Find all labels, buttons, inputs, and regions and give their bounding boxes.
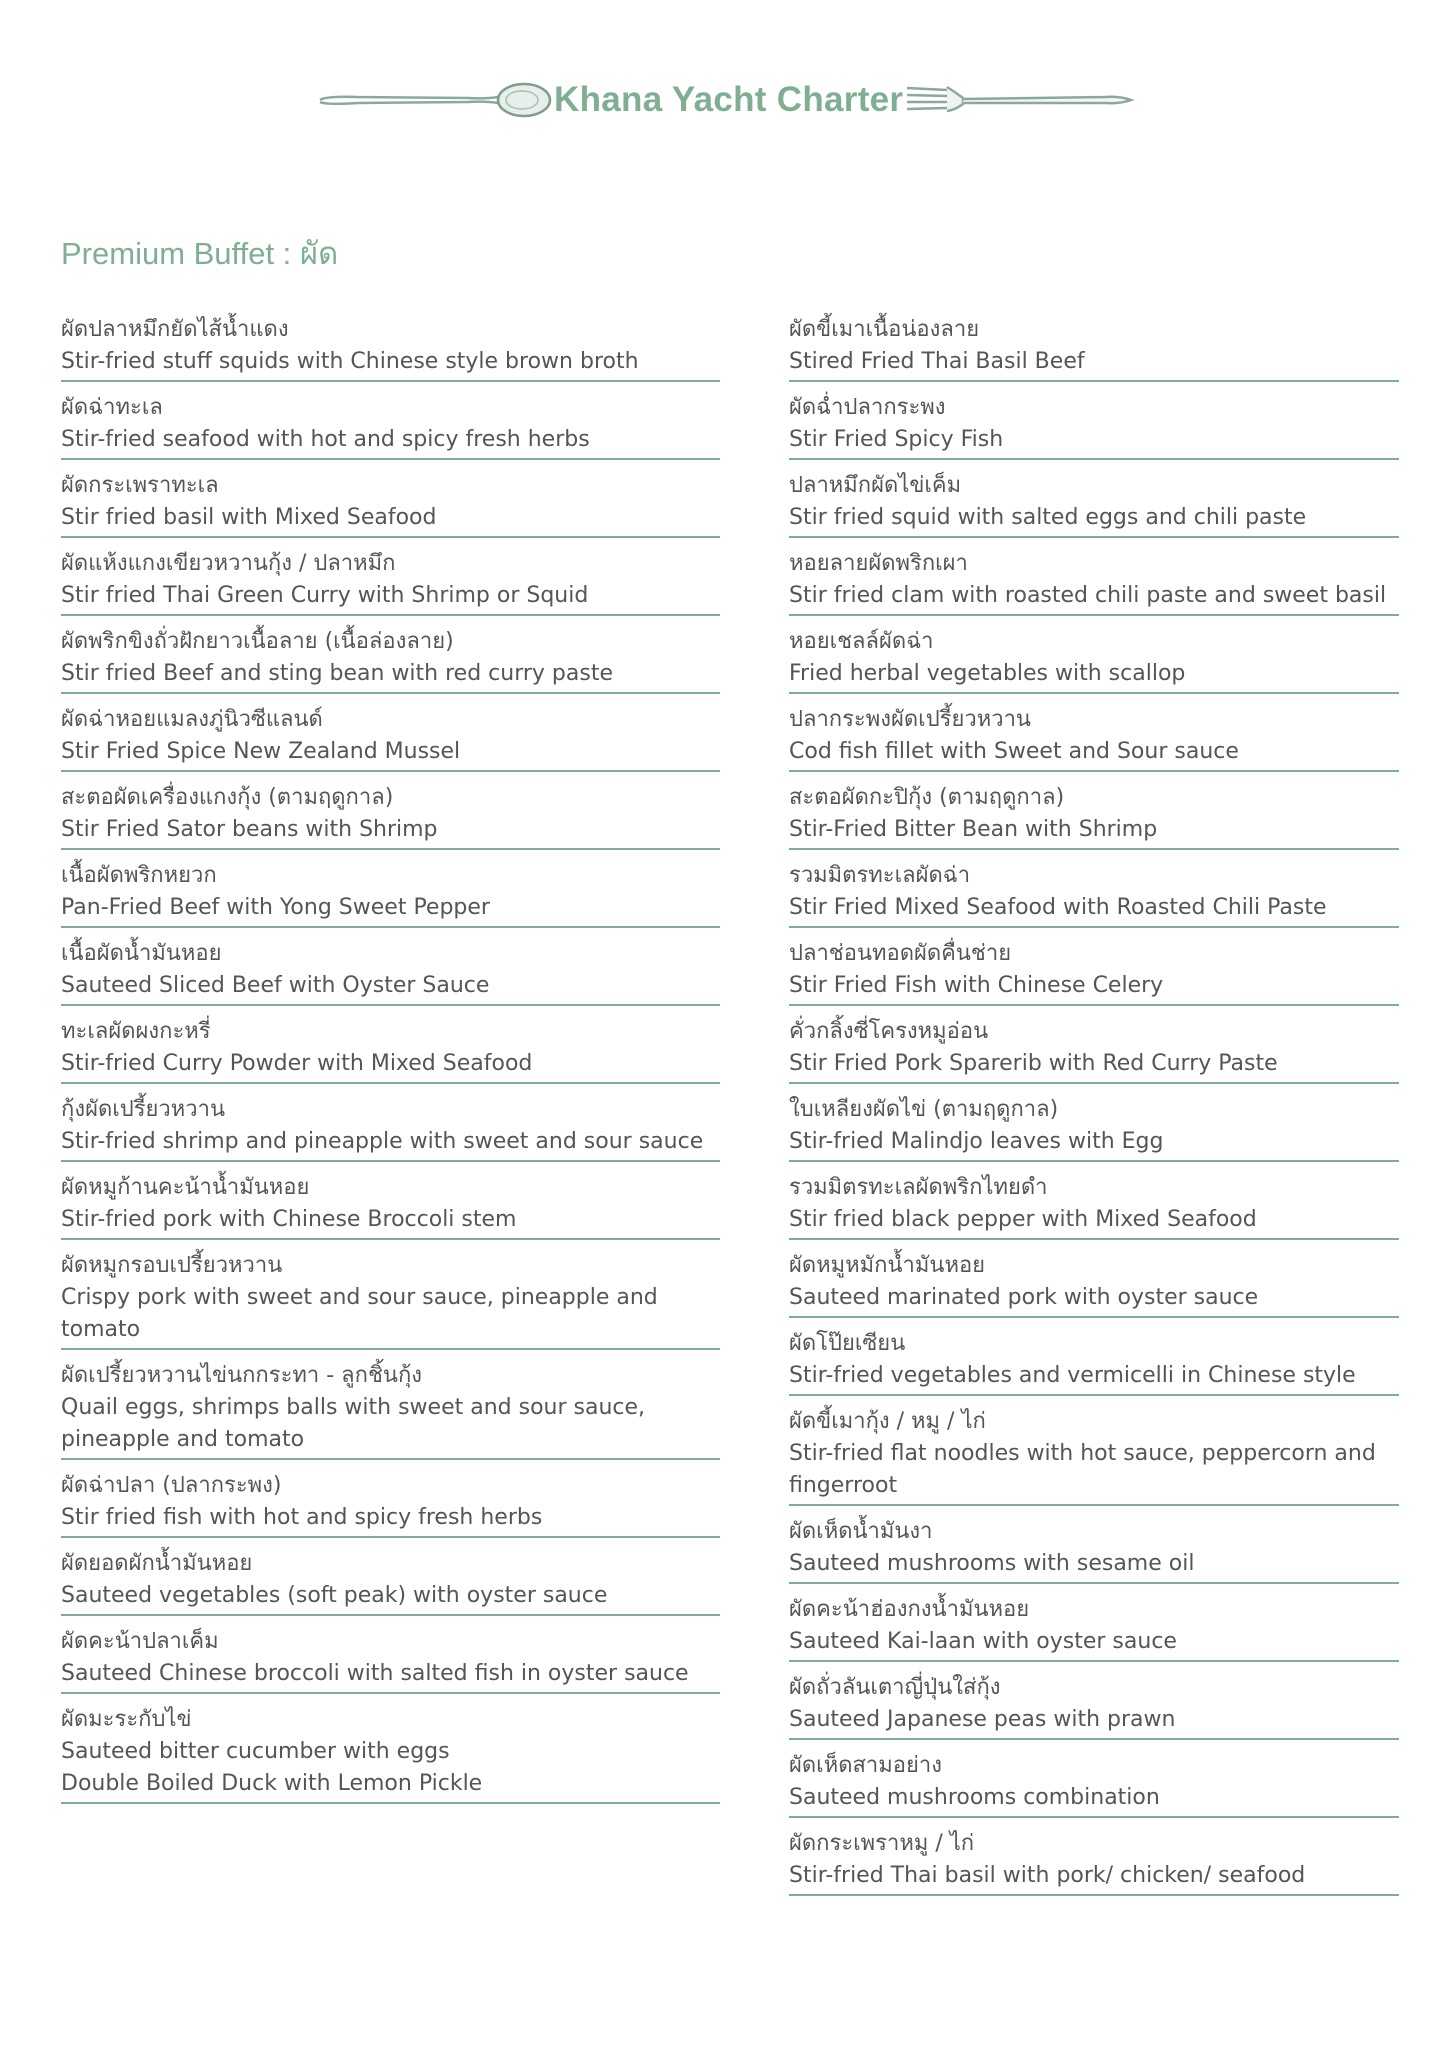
menu-item: [61, 386, 720, 460]
menu-item: [789, 542, 1399, 616]
menu-item-english-name: Stir Fried Mixed Seafood with Roasted Chili Paste: [789, 895, 1327, 920]
menu-item: [61, 1244, 720, 1350]
menu-item-english-name: Stir fried clam with roasted chili paste and sweet basil: [789, 583, 1387, 608]
menu-item-english-name: Fried herbal vegetables with scallop: [789, 661, 1186, 686]
menu-item-english-name: Sauteed mushrooms with sesame oil: [789, 1551, 1195, 1576]
menu-item-thai-name: ปลากระพงผัดเปรี้ยวหวาน: [789, 707, 1031, 732]
menu-item-english-name: Sauteed marinated pork with oyster sauce: [789, 1285, 1259, 1310]
menu-item-english-name: Sauteed Japanese peas with prawn: [789, 1707, 1176, 1732]
menu-item-english-name: Stir-Fried Bitter Bean with Shrimp: [789, 817, 1158, 842]
menu-item-thai-name: ผัดเปรี้ยวหวานไข่นกกระทา - ลูกชิ้นกุ้ง: [61, 1363, 423, 1388]
menu-item-english-name: Stir-fried Malindjo leaves with Egg: [789, 1129, 1164, 1154]
menu-item: [61, 854, 720, 928]
menu-item: [61, 1010, 720, 1084]
menu-item-english-name: Stir-fried shrimp and pineapple with sweet and sour sauce: [61, 1129, 704, 1154]
menu-item: [61, 464, 720, 538]
menu-item-english-name: Sauteed bitter cucumber with eggs: [61, 1739, 450, 1764]
spoon-icon: [318, 78, 554, 124]
menu-item-thai-name: ผัดยอดผักน้ำมันหอย: [61, 1551, 253, 1576]
menu-item: [789, 1666, 1399, 1740]
menu-item-thai-name: ผัดกระเพราทะเล: [61, 473, 219, 498]
brand-name: Khana Yacht Charter: [554, 80, 904, 119]
menu-item-thai-name: ใบเหลียงผัดไข่ (ตามฤดูกาล): [789, 1097, 1059, 1122]
menu-item-english-name: Stir-fried Thai basil with pork/ chicken/ seafood: [789, 1863, 1306, 1888]
menu-item-thai-name: ผัดฉ่าทะเล: [61, 395, 163, 420]
menu-item-english-name: Stir fried squid with salted eggs and chili paste: [789, 505, 1307, 530]
fork-icon: [905, 78, 1135, 124]
menu-item: [789, 854, 1399, 928]
menu-item-thai-name: ผัดปลาหมึกยัดไส้น้ำแดง: [61, 317, 289, 342]
menu-item-english-name: Stir-fried flat noodles with hot sauce, peppercorn and fingerroot: [789, 1441, 1376, 1498]
menu-item-thai-name: ผัดโป๊ยเซียน: [789, 1331, 906, 1356]
menu-item-english-name: Stir-fried vegetables and vermicelli in Chinese style: [789, 1363, 1356, 1388]
menu-item-thai-name: กุ้งผัดเปรี้ยวหวาน: [61, 1097, 226, 1122]
menu-item: [789, 308, 1399, 382]
menu-item: [789, 464, 1399, 538]
menu-item-english-name: Stir Fried Pork Sparerib with Red Curry Paste: [789, 1051, 1278, 1076]
menu-item-english-name: Stir-fried seafood with hot and spicy fresh herbs: [61, 427, 590, 452]
menu-item-thai-name: ผัดแห้งแกงเขียวหวานกุ้ง / ปลาหมึก: [61, 551, 396, 576]
menu-item: [789, 386, 1399, 460]
menu-item-thai-name: ผัดคะน้าปลาเค็ม: [61, 1629, 219, 1654]
menu-item-thai-name: ทะเลผัดผงกะหรี่: [61, 1019, 211, 1044]
menu-item: [789, 776, 1399, 850]
menu-item-english-name: Stir Fried Sator beans with Shrimp: [61, 817, 438, 842]
menu-item: [789, 1588, 1399, 1662]
menu-item-thai-name: ปลาหมึกผัดไข่เค็ม: [789, 473, 962, 498]
menu-item: [61, 542, 720, 616]
menu-item-thai-name: รวมมิตรทะเลผัดฉ่า: [789, 863, 971, 888]
menu-item: [61, 1088, 720, 1162]
section-title: Premium Buffet : ผัด: [61, 236, 339, 271]
menu-item: [61, 1542, 720, 1616]
menu-item-thai-name: ปลาช่อนทอดผัดคื่นช่าย: [789, 941, 1012, 966]
menu-item-thai-name: ผัดกระเพราหมู / ไก่: [789, 1831, 975, 1856]
menu-item-english-name: Stir-fried Curry Powder with Mixed Seafood: [61, 1051, 533, 1076]
menu-item-english-name: Stir-fried pork with Chinese Broccoli stem: [61, 1207, 517, 1232]
menu-item-thai-name: ผัดฉ่ำปลากระพง: [789, 395, 946, 420]
menu-item-thai-name: ผัดคะน้าฮ่องกงน้ำมันหอย: [789, 1597, 1030, 1622]
menu-item-english-name: Stir fried black pepper with Mixed Seafood: [789, 1207, 1257, 1232]
menu-item-english-name: Quail eggs, shrimps balls with sweet and sour sauce, pineapple and tomato: [61, 1395, 646, 1452]
menu-item: [789, 1010, 1399, 1084]
menu-item-thai-name: ผัดมะระกับไข่: [61, 1707, 192, 1732]
menu-item-english-name: Stir fried fish with hot and spicy fresh herbs: [61, 1505, 543, 1530]
menu-item: [61, 620, 720, 694]
menu-item: [789, 1400, 1399, 1506]
menu-item-thai-name: ผัดขี้เมากุ้ง / หมู / ไก่: [789, 1409, 986, 1434]
menu-column-right: [789, 308, 1399, 1900]
menu-item: [61, 1620, 720, 1694]
menu-item-english-name: Crispy pork with sweet and sour sauce, pineapple and tomato: [61, 1285, 658, 1342]
menu-item-english-name: Stir fried Beef and sting bean with red curry paste: [61, 661, 613, 686]
menu-item-thai-name: ผัดหมูกรอบเปรี้ยวหวาน: [61, 1253, 283, 1278]
header: [0, 78, 1448, 128]
menu-item: [789, 620, 1399, 694]
menu-item-english-name: Stir fried basil with Mixed Seafood: [61, 505, 437, 530]
menu-item: [789, 1822, 1399, 1896]
menu-item-thai-name: ผัดฉ่าปลา (ปลากระพง): [61, 1473, 282, 1498]
menu-item-english-name: Pan-Fried Beef with Yong Sweet Pepper: [61, 895, 490, 920]
menu-item-thai-name: ผัดเห็ดน้ำมันงา: [789, 1519, 933, 1544]
menu-item-english-name: Cod fish fillet with Sweet and Sour sauce: [789, 739, 1239, 764]
menu-item-thai-name: เนื้อผัดน้ำมันหอย: [61, 941, 222, 966]
menu-item: [61, 308, 720, 382]
menu-item-english-name: Sauteed vegetables (soft peak) with oyster sauce: [61, 1583, 608, 1608]
menu-item-english-name: Stired Fried Thai Basil Beef: [789, 349, 1085, 374]
menu-item: [61, 1698, 720, 1804]
menu-item: [789, 1088, 1399, 1162]
menu-item-thai-name: ผัดฉ่าหอยแมลงภู่นิวซีแลนด์: [61, 707, 323, 732]
menu-item-thai-name: รวมมิตรทะเลผัดพริกไทยดำ: [789, 1175, 1048, 1200]
menu-item-english-name: Double Boiled Duck with Lemon Pickle: [61, 1771, 483, 1796]
menu-item-english-name: Stir Fried Spicy Fish: [789, 427, 1004, 452]
menu-item: [789, 1744, 1399, 1818]
menu-item-thai-name: ผัดเห็ดสามอย่าง: [789, 1753, 942, 1778]
menu-item-english-name: Stir Fried Spice New Zealand Mussel: [61, 739, 461, 764]
menu-item: [61, 698, 720, 772]
menu-item-thai-name: ผัดหมูหมักน้ำมันหอย: [789, 1253, 986, 1278]
menu-item: [789, 698, 1399, 772]
menu-item: [61, 1354, 720, 1460]
menu-item-thai-name: หอยเชลล์ผัดฉ่า: [789, 629, 934, 654]
menu-item-english-name: Sauteed Kai-laan with oyster sauce: [789, 1629, 1177, 1654]
menu-item-english-name: Sauteed Chinese broccoli with salted fish in oyster sauce: [61, 1661, 689, 1686]
menu-item: [789, 1510, 1399, 1584]
menu-item: [789, 932, 1399, 1006]
menu-item-thai-name: ผัดถั่วลันเตาญี่ปุ่นใส่กุ้ง: [789, 1675, 1001, 1700]
menu-item-thai-name: ผัดขี้เมาเนื้อน่องลาย: [789, 317, 980, 342]
menu-item: [61, 1166, 720, 1240]
menu-item: [61, 932, 720, 1006]
menu-item-english-name: Stir Fried Fish with Chinese Celery: [789, 973, 1164, 998]
menu-item-thai-name: หอยลายผัดพริกเผา: [789, 551, 968, 576]
menu-item-english-name: Sauteed mushrooms combination: [789, 1785, 1160, 1810]
menu-item-thai-name: สะตอผัดเครื่องแกงกุ้ง (ตามฤดูกาล): [61, 785, 394, 810]
menu-item: [61, 776, 720, 850]
menu-item: [789, 1244, 1399, 1318]
menu-item-thai-name: เนื้อผัดพริกหยวก: [61, 863, 217, 888]
menu-column-left: [61, 308, 720, 1808]
menu-item: [61, 1464, 720, 1538]
menu-item: [789, 1166, 1399, 1240]
menu-item-thai-name: ผัดหมูก้านคะน้าน้ำมันหอย: [61, 1175, 310, 1200]
menu-item-english-name: Stir-fried stuff squids with Chinese style brown broth: [61, 349, 639, 374]
menu-item-thai-name: คั่วกลิ้งซี่โครงหมูอ่อน: [789, 1019, 989, 1044]
menu-item-thai-name: สะตอผัดกะปิกุ้ง (ตามฤดูกาล): [789, 785, 1065, 810]
menu-item: [789, 1322, 1399, 1396]
menu-item-english-name: Sauteed Sliced Beef with Oyster Sauce: [61, 973, 490, 998]
menu-item-english-name: Stir fried Thai Green Curry with Shrimp or Squid: [61, 583, 589, 608]
menu-item-thai-name: ผัดพริกขิงถั่วฝักยาวเนื้อลาย (เนื้อล่องลาย): [61, 629, 454, 654]
